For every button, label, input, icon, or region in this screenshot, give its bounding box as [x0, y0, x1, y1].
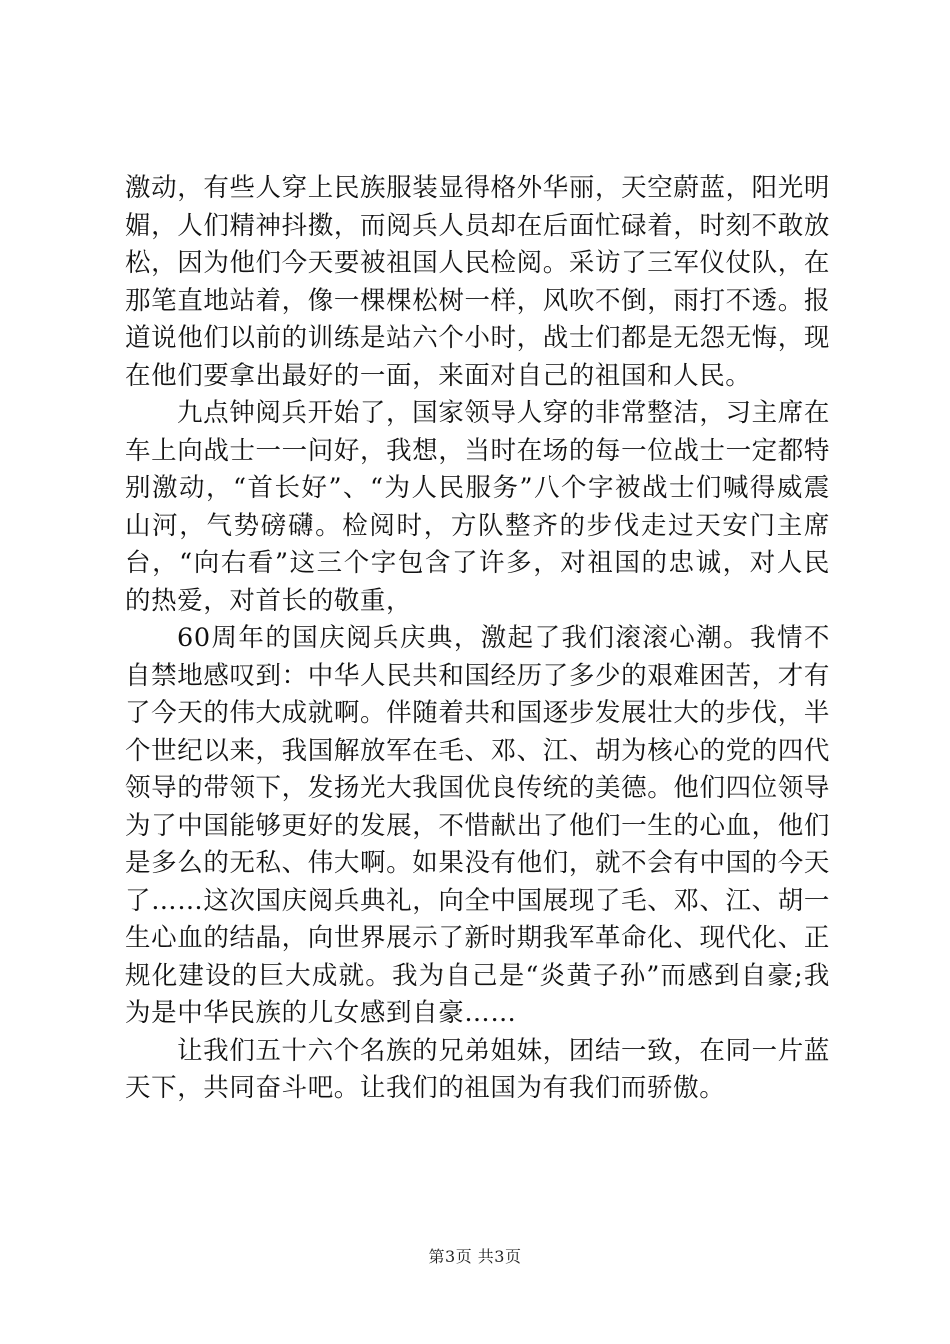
document-body [125, 170, 830, 1108]
paragraph-closing: 让我们五十六个名族的兄弟姐妹，团结一致，在同一片蓝天下，共同奋斗吧。让我们的祖国为有我们而骄傲。 [125, 1035, 830, 1103]
paragraph-continuation: 激动，有些人穿上民族服装显得格外华丽，天空蔚蓝，阳光明媚，人们精神抖擞，而阅兵人员却在后面忙碌着，时刻不敢放松，因为他们今天要被祖国人民检阅。采访了三军仪仗队，在那笔直地站着，像一棵棵松树一样，风吹不倒，雨打不透。报道说他们以前的训练是站六个小时，战士们都是无怨无悔，现在他们要拿出最好的一面，来面对自己的祖国和人民。 [125, 173, 830, 391]
page-footer: 第3页 共3页 [428, 1247, 522, 1266]
paragraph-parade-start: 九点钟阅兵开始了，国家领导人穿的非常整洁，习主席在车上向战士一一问好，我想，当时在场的每一位战士一定都特别激动，“首长好”、“为人民服务”八个字被战士们喊得威震山河，气势磅礴。检阅时，方队整齐的步伐走过天安门主席台，“向右看”这三个字包含了许多，对祖国的忠诚，对人民的热爱，对首长的敬重， [125, 398, 830, 616]
paragraph-anniversary: 60周年的国庆阅兵庆典，激起了我们滚滚心潮。我情不自禁地感叹到：中华人民共和国经历了多少的艰难困苦，才有了今天的伟大成就啊。伴随着共和国逐步发展壮大的步伐，半个世纪以来，我国解放军在毛、邓、江、胡为核心的党的四代领导的带领下，发扬光大我国优良传统的美德。他们四位领导为了中国能够更好的发展，不惜献出了他们一生的心血，他们是多么的无私、伟大啊。如果没有他们，就不会有中国的今天了……这次国庆阅兵典礼，向全中国展现了毛、邓、江、胡一生心血的结晶，向世界展示了新时期我军革命化、现代化、正规化建设的巨大成就。我为自己是“炎黄子孙”而感到自豪;我为是中华民族的儿女感到自豪…… [125, 623, 830, 1028]
